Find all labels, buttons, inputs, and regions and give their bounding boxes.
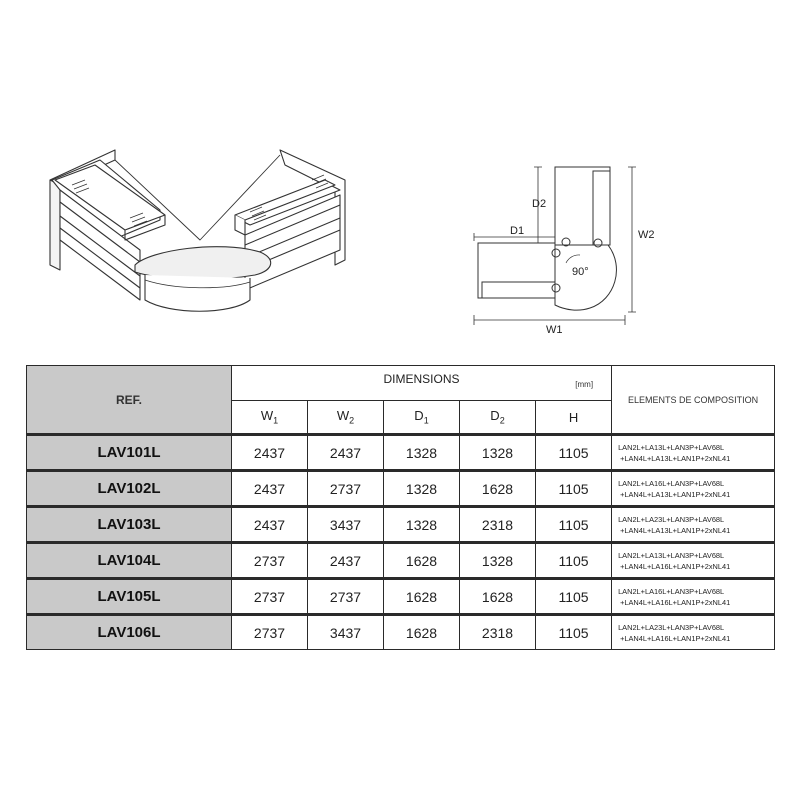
ref-cell: LAV103L (27, 507, 232, 543)
d2-cell: 1628 (460, 579, 536, 615)
w2-cell: 2737 (308, 579, 384, 615)
ref-cell: LAV101L (27, 435, 232, 471)
composition-line: +LAN4L+LA13L+LAN1P+2xNL41 (620, 489, 731, 499)
label-angle: 90° (572, 266, 589, 278)
d1-cell: 1328 (384, 435, 460, 471)
specification-table (26, 365, 775, 650)
h-cell: 1105 (536, 507, 612, 543)
label-d2: D2 (532, 198, 547, 210)
h-cell: 1105 (536, 615, 612, 650)
col-d2-header: $D_2$ (460, 401, 536, 435)
w2-cell: 3437 (308, 615, 384, 650)
d1-cell: 1628 (384, 579, 460, 615)
h-cell: 1105 (536, 435, 612, 471)
col-h-header: H (536, 401, 612, 435)
d1-cell: 1628 (384, 543, 460, 579)
table-row (27, 615, 775, 650)
composition-cell (612, 543, 775, 579)
elements-header: ELEMENTS DE COMPOSITION (612, 366, 775, 435)
d2-cell: 2318 (460, 507, 536, 543)
h-cell: 1105 (536, 579, 612, 615)
plan-diagram (460, 155, 660, 345)
composition-cell (612, 435, 775, 471)
composition-line: +LAN4L+LA16L+LAN1P+2xNL41 (620, 597, 731, 607)
label-w1: W1 (546, 324, 563, 336)
reception-desk-illustration (40, 140, 360, 340)
d1-cell: 1628 (384, 615, 460, 650)
composition-line: LAN2L+LA23L+LAN3P+LAV68L (618, 514, 725, 524)
h-cell: 1105 (536, 543, 612, 579)
d2-cell: 1628 (460, 471, 536, 507)
h-cell: 1105 (536, 471, 612, 507)
composition-line: +LAN4L+LA13L+LAN1P+2xNL41 (620, 453, 731, 463)
d2-cell: 2318 (460, 615, 536, 650)
d2-cell: 1328 (460, 435, 536, 471)
label-w2: W2 (638, 229, 655, 241)
w1-cell: 2437 (232, 471, 308, 507)
unit-label: [mm] (575, 380, 594, 389)
w1-cell: 2737 (232, 543, 308, 579)
col-w1-header: $W_1$ (232, 401, 308, 435)
ref-cell: LAV104L (27, 543, 232, 579)
ref-cell: LAV105L (27, 579, 232, 615)
ref-header: REF. (27, 366, 232, 435)
composition-line: +LAN4L+LA16L+LAN1P+2xNL41 (620, 561, 731, 571)
table-row (27, 471, 775, 507)
d2-cell: 1328 (460, 543, 536, 579)
table-row (27, 579, 775, 615)
composition-line: LAN2L+LA16L+LAN3P+LAV68L (618, 478, 725, 488)
w1-cell: 2437 (232, 507, 308, 543)
w2-cell: 3437 (308, 507, 384, 543)
composition-line: LAN2L+LA16L+LAN3P+LAV68L (618, 586, 725, 596)
dimensions-title: DIMENSIONS (383, 372, 460, 386)
table-row (27, 507, 775, 543)
ref-cell: LAV102L (27, 471, 232, 507)
w2-cell: 2737 (308, 471, 384, 507)
ref-cell: LAV106L (27, 615, 232, 650)
composition-cell (612, 579, 775, 615)
composition-line: LAN2L+LA13L+LAN3P+LAV68L (618, 550, 725, 560)
table-row (27, 435, 775, 471)
w1-cell: 2737 (232, 615, 308, 650)
composition-line: LAN2L+LA23L+LAN3P+LAV68L (618, 622, 725, 632)
w2-cell: 2437 (308, 543, 384, 579)
composition-cell (612, 615, 775, 650)
composition-line: +LAN4L+LA13L+LAN1P+2xNL41 (620, 525, 731, 535)
d1-cell: 1328 (384, 507, 460, 543)
d1-cell: 1328 (384, 471, 460, 507)
table-row (27, 543, 775, 579)
col-d1-header: $D_1$ (384, 401, 460, 435)
w1-cell: 2437 (232, 435, 308, 471)
col-w2-header: $W_2$ (308, 401, 384, 435)
composition-cell (612, 471, 775, 507)
dimensions-header (232, 366, 612, 401)
w2-cell: 2437 (308, 435, 384, 471)
composition-cell (612, 507, 775, 543)
composition-line: +LAN4L+LA16L+LAN1P+2xNL41 (620, 633, 731, 643)
label-d1: D1 (510, 225, 525, 237)
w1-cell: 2737 (232, 579, 308, 615)
composition-line: LAN2L+LA13L+LAN3P+LAV68L (618, 442, 725, 452)
